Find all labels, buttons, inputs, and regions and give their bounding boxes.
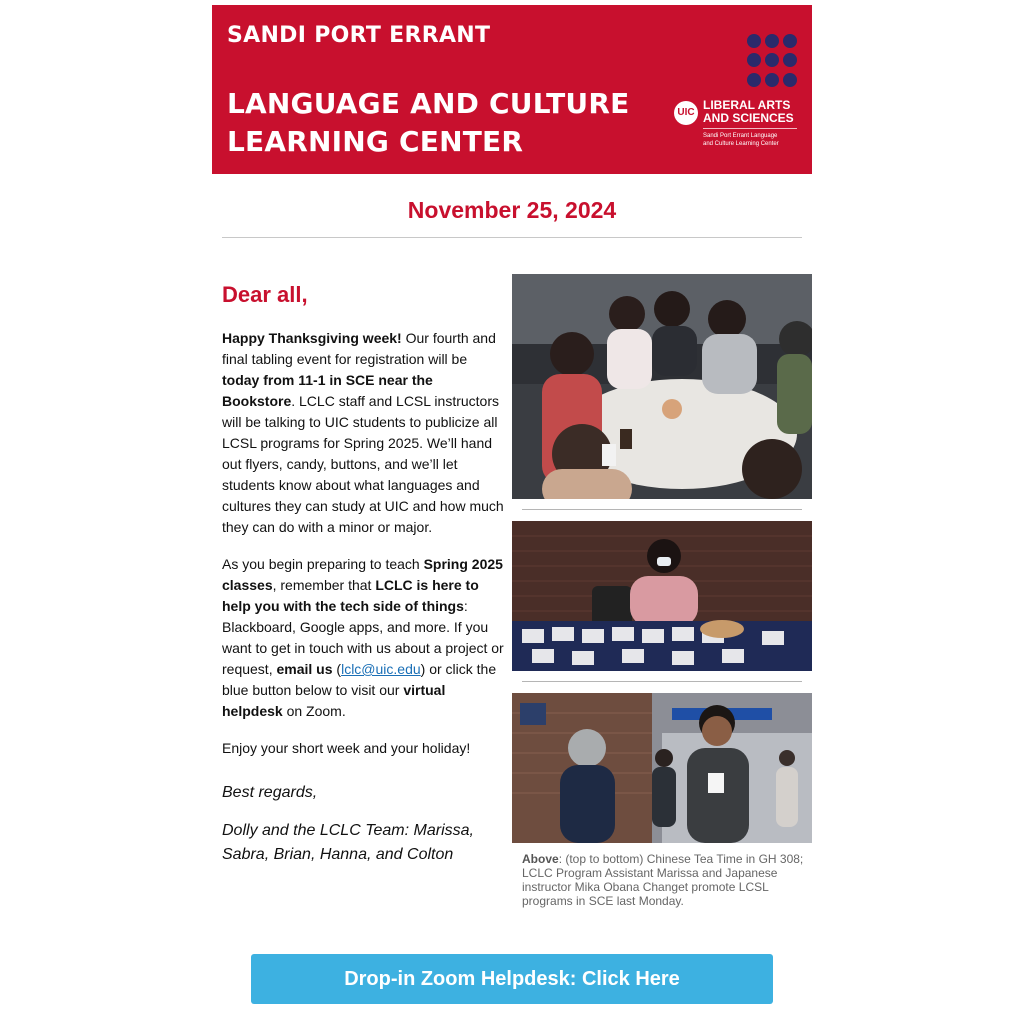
text-span: on Zoom. bbox=[282, 703, 346, 719]
text-span: : Blackboard, Google apps, and more. If you want to get in touch with us about a project or request, bbox=[222, 598, 504, 677]
photo-tabling-marissa bbox=[512, 521, 812, 671]
caption-text: : (top to bottom) Chinese Tea Time in GH 308; LCLC Program Assistant Marissa and Japanese instructor Mika Obana Changet promote LCSL programs in SCE last Monday. bbox=[522, 852, 804, 908]
las-logo-divider bbox=[703, 128, 797, 129]
banner-top-text: SANDI PORT ERRANT bbox=[227, 23, 491, 48]
las-logo-subtitle bbox=[703, 132, 779, 148]
closing: Best regards, bbox=[222, 784, 318, 801]
bold-event-time: today from 11-1 in SCE near the Bookstore bbox=[222, 372, 433, 409]
divider bbox=[222, 237, 802, 238]
newsletter-date: November 25, 2024 bbox=[407, 197, 617, 223]
photo-divider bbox=[522, 681, 802, 682]
text-span: ) or click the blue button below to visit our bbox=[222, 661, 497, 698]
paragraph-tabling bbox=[222, 328, 504, 538]
message-column bbox=[222, 282, 504, 881]
text-span: As you begin preparing to teach bbox=[222, 556, 424, 572]
banner-title-line1: LANGUAGE AND CULTURE bbox=[227, 87, 630, 120]
las-logo-title bbox=[703, 99, 794, 125]
las-logo bbox=[674, 97, 804, 157]
zoom-helpdesk-button[interactable]: Drop-in Zoom Helpdesk: Click Here bbox=[251, 954, 773, 1004]
photo-tea-time bbox=[512, 274, 812, 499]
caption-label: Above bbox=[522, 852, 559, 866]
text-span: ( bbox=[332, 661, 342, 677]
photo-divider bbox=[522, 509, 802, 510]
dot-grid-logo bbox=[747, 34, 801, 88]
banner-title bbox=[227, 85, 629, 161]
bold-spring-classes: Spring 2025 classes bbox=[222, 556, 503, 593]
email-link[interactable]: lclc@uic.edu bbox=[341, 661, 421, 677]
las-logo-title-line1: LIBERAL ARTS bbox=[703, 98, 791, 112]
bold-thanksgiving: Happy Thanksgiving week! bbox=[222, 330, 402, 346]
paragraph-holiday: Enjoy your short week and your holiday! bbox=[222, 740, 471, 756]
uic-logo-icon: UIC bbox=[674, 101, 698, 125]
header-banner bbox=[212, 5, 812, 174]
bold-email-us: email us bbox=[276, 661, 333, 677]
signature: Dolly and the LCLC Team: Marissa, Sabra, Brian, Hanna, and Colton bbox=[222, 822, 474, 863]
banner-title-line2: LEARNING CENTER bbox=[227, 125, 524, 158]
las-logo-title-line2: AND SCIENCES bbox=[703, 111, 794, 125]
bold-virtual-helpdesk: virtual helpdesk bbox=[222, 682, 446, 719]
greeting: Dear all, bbox=[222, 282, 308, 307]
photo-caption bbox=[522, 852, 804, 908]
text-span: . LCLC staff and LCSL instructors will be talking to UIC students to publicize all LCSL programs for Spring 2025. We’ll hand out flyers, candy, buttons, and we’ll let students know about what languages and cultures they can study at UIC and how much they can do with a minor or major. bbox=[222, 393, 504, 535]
photo-sce-students bbox=[512, 693, 812, 843]
las-logo-subtitle-line2: and Culture Learning Center bbox=[703, 141, 779, 147]
text-span: , remember that bbox=[272, 577, 376, 593]
las-logo-subtitle-line1: Sandi Port Errant Language bbox=[703, 133, 778, 139]
paragraph-tech-help bbox=[222, 554, 504, 722]
text-span: Our fourth and final tabling event for registration will be bbox=[222, 330, 496, 367]
bold-lclc-help: LCLC is here to help you with the tech side of things bbox=[222, 577, 479, 614]
